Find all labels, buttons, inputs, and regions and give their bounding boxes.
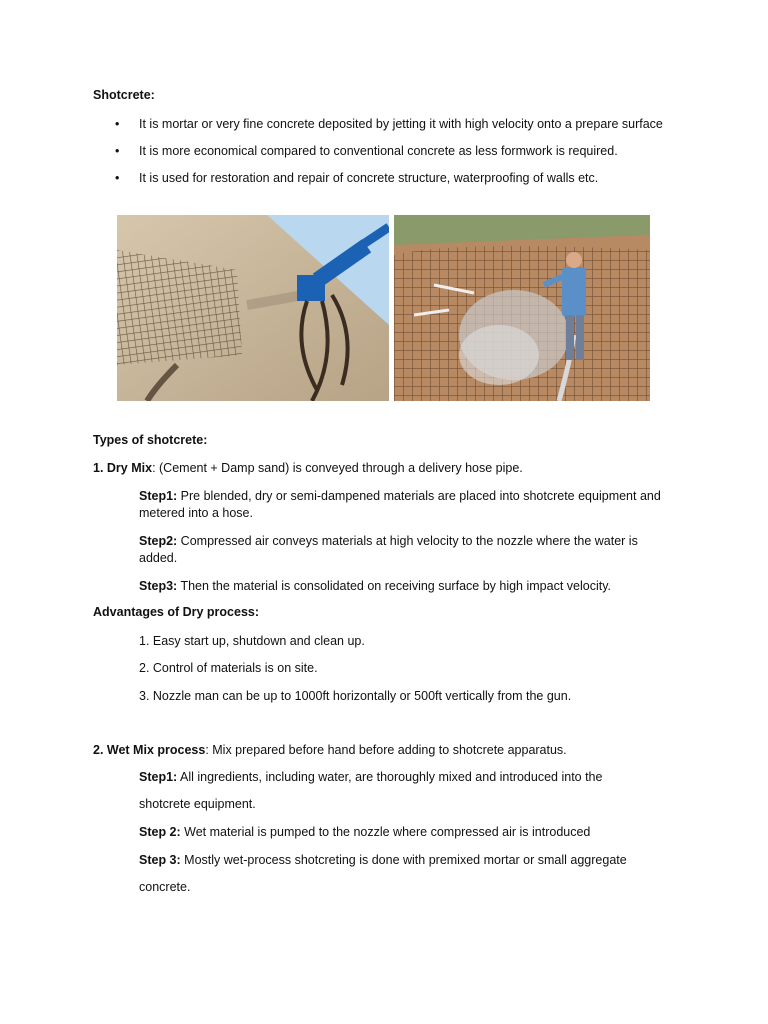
- bullet-item: [115, 170, 675, 187]
- dry-step-1: [139, 488, 679, 522]
- advantage-item: 2. Control of materials is on site.: [139, 661, 318, 675]
- step-label: Step3:: [139, 579, 178, 593]
- advantage-item: 1. Easy start up, shutdown and clean up.: [139, 634, 365, 648]
- bullet-glyph: •: [115, 144, 120, 158]
- bullet-text: It is mortar or very fine concrete deposited by jetting it with high velocity onto a prepare surface: [139, 117, 663, 131]
- wet-step-3-continued: concrete.: [139, 880, 191, 894]
- intro-bullet-list: [115, 116, 675, 197]
- dry-step-2: [139, 533, 679, 567]
- step-text: Then the material is consolidated on receiving surface by high impact velocity.: [177, 579, 611, 593]
- step-text: Wet material is pumped to the nozzle where compressed air is introduced: [180, 825, 591, 839]
- bullet-text: It is used for restoration and repair of concrete structure, waterproofing of walls etc.: [139, 171, 599, 185]
- advantage-item: 3. Nozzle man can be up to 1000ft horizontally or 500ft vertically from the gun.: [139, 689, 572, 703]
- wet-mix-line: [93, 742, 673, 759]
- bullet-text: It is more economical compared to conventional concrete as less formwork is required.: [139, 144, 618, 158]
- step-label: Step1:: [139, 770, 178, 784]
- step-text: Pre blended, dry or semi-dampened materials are placed into shotcrete equipment and metered into a hose.: [139, 489, 661, 520]
- wet-step-1-continued: shotcrete equipment.: [139, 797, 256, 811]
- page-title: Shotcrete:: [93, 88, 155, 102]
- shotcrete-pool-photo: [394, 215, 650, 401]
- step-text: Mostly wet-process shotcreting is done with premixed mortar or small aggregate: [180, 853, 627, 867]
- dry-mix-text: : (Cement + Damp sand) is conveyed through a delivery hose pipe.: [152, 461, 523, 475]
- advantages-heading: Advantages of Dry process:: [93, 605, 260, 619]
- step-label: Step2:: [139, 534, 178, 548]
- wet-mix-text: : Mix prepared before hand before adding to shotcrete apparatus.: [205, 743, 567, 757]
- step-label: Step 2:: [139, 825, 181, 839]
- bullet-glyph: •: [115, 171, 120, 185]
- bullet-glyph: •: [115, 117, 120, 131]
- wet-mix-label: 2. Wet Mix process: [93, 743, 206, 757]
- wet-step-3: [139, 852, 679, 869]
- dry-mix-line: [93, 460, 673, 477]
- bullet-item: [115, 143, 675, 160]
- wet-step-1: [139, 769, 679, 786]
- step-label: Step 3:: [139, 853, 181, 867]
- step-label: Step1:: [139, 489, 178, 503]
- shotcrete-slope-photo: [117, 215, 389, 401]
- dry-step-3: [139, 578, 679, 595]
- wet-step-2: [139, 824, 679, 841]
- step-text: Compressed air conveys materials at high velocity to the nozzle where the water is added.: [139, 534, 638, 565]
- bullet-item: [115, 116, 675, 133]
- shotcrete-photos: [117, 215, 650, 401]
- dry-mix-label: 1. Dry Mix: [93, 461, 153, 475]
- types-heading: Types of shotcrete:: [93, 433, 208, 447]
- step-text: All ingredients, including water, are thoroughly mixed and introduced into the: [177, 770, 603, 784]
